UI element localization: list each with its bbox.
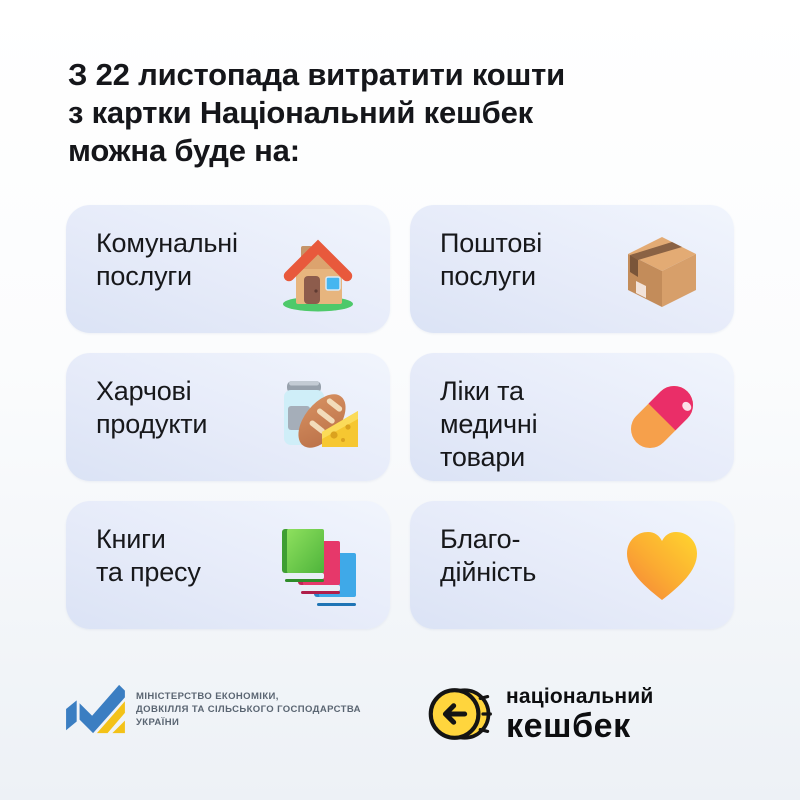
card-label bbox=[440, 523, 536, 589]
house-icon bbox=[270, 221, 366, 317]
pill-icon bbox=[614, 369, 710, 465]
card-knyhy-ta-presu bbox=[66, 501, 390, 629]
card-label bbox=[440, 227, 542, 293]
card-label-line: товари bbox=[440, 442, 526, 472]
ministry-name-line: ДОВКІЛЛЯ ТА СІЛЬСЬКОГО ГОСПОДАРСТВА bbox=[136, 703, 361, 715]
card-label-line: послуги bbox=[96, 261, 192, 291]
card-label-line: Ліки та bbox=[440, 376, 524, 406]
card-label-line: послуги bbox=[440, 261, 536, 291]
card-label bbox=[96, 375, 207, 441]
card-label-line: медичні bbox=[440, 409, 538, 439]
title-line: З 22 листопада витратити кошти bbox=[68, 57, 566, 92]
food-icon bbox=[270, 369, 366, 465]
cashback-coin-icon bbox=[428, 682, 494, 746]
card-label-line: та пресу bbox=[96, 557, 201, 587]
package-icon bbox=[614, 221, 710, 317]
card-liky-medychni-tovary bbox=[410, 353, 734, 481]
card-label-line: продукти bbox=[96, 409, 208, 439]
card-label bbox=[96, 227, 238, 293]
cashback-wordmark bbox=[506, 685, 653, 743]
cashback-wordmark-line2: кешбек bbox=[506, 707, 631, 745]
card-label-line: Книги bbox=[96, 524, 166, 554]
cashback-wordmark-line1: національний bbox=[506, 685, 654, 708]
ministry-name-line: УКРАЇНИ bbox=[136, 716, 180, 728]
card-label-line: Благо- bbox=[440, 524, 521, 554]
card-label bbox=[96, 523, 201, 589]
ministry-logo-block bbox=[64, 682, 361, 736]
title-line: можна буде на: bbox=[68, 133, 300, 168]
card-label bbox=[440, 375, 537, 474]
card-label-line: дійність bbox=[440, 557, 537, 587]
ministry-name-line: МІНІСТЕРСТВО ЕКОНОМІКИ, bbox=[136, 690, 279, 702]
card-blahodiinist bbox=[410, 501, 734, 629]
card-label-line: Поштові bbox=[440, 228, 543, 258]
card-label-line: Комунальні bbox=[96, 228, 238, 258]
ministry-name bbox=[136, 690, 361, 729]
card-poshtovi-poslugy bbox=[410, 205, 734, 333]
card-kharchovi-produkty bbox=[66, 353, 390, 481]
cashback-logo-block bbox=[428, 682, 653, 746]
title-line: з картки Національний кешбек bbox=[68, 95, 533, 130]
page-title bbox=[68, 56, 565, 170]
books-icon bbox=[270, 517, 366, 613]
category-grid bbox=[66, 205, 734, 629]
heart-icon bbox=[614, 517, 710, 613]
card-komunalni-poslugy bbox=[66, 205, 390, 333]
card-label-line: Харчові bbox=[96, 376, 192, 406]
ministry-logo-icon bbox=[64, 682, 126, 736]
